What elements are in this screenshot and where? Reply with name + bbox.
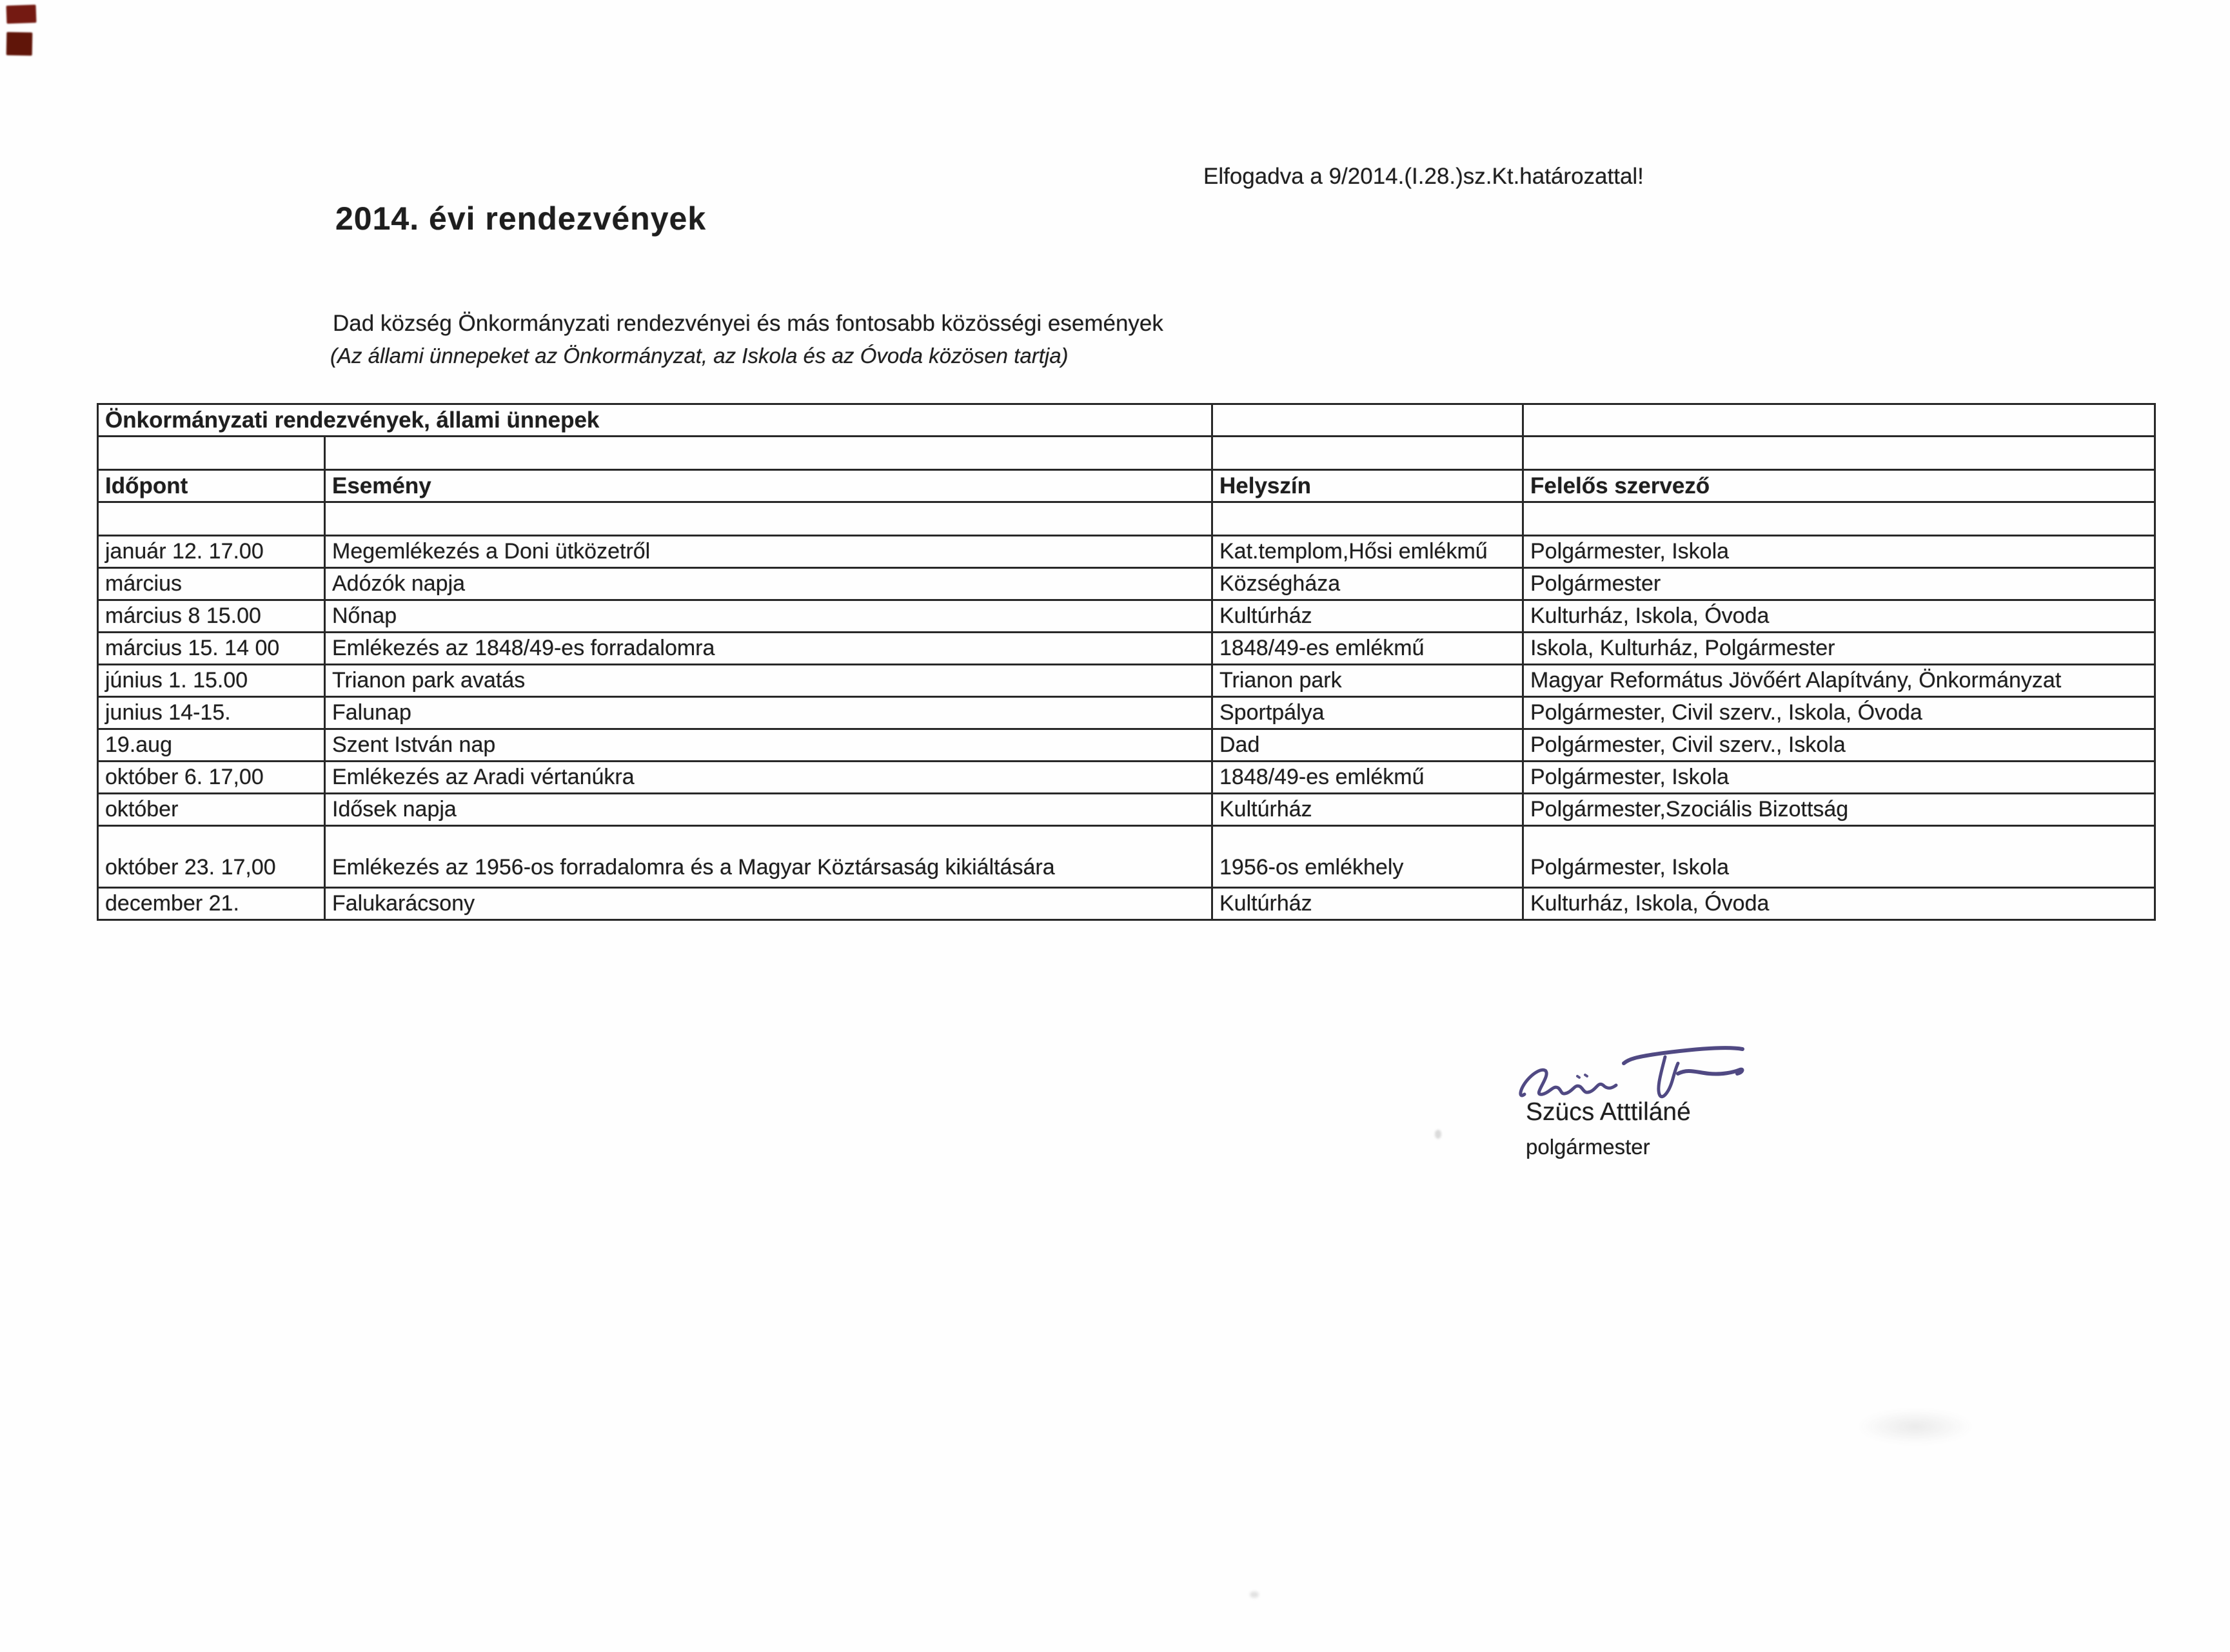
cell-felelos: Iskola, Kulturház, Polgármester (1523, 633, 2155, 665)
scan-noise-speck (1250, 1591, 1259, 1598)
spacer-row (98, 502, 2155, 536)
page-title: 2014. évi rendezvények (335, 201, 707, 237)
column-header-esemeny: Esemény (325, 470, 1212, 502)
cell-felelos: Magyar Református Jövőért Alapítvány, Önkormányzat (1523, 665, 2155, 697)
column-header-idopont: Időpont (98, 470, 325, 502)
cell-idopont: 19.aug (98, 729, 325, 762)
cell-helyszin: Kultúrház (1212, 888, 1523, 920)
scan-noise-smudge (1857, 1409, 1973, 1444)
table-row (98, 697, 2155, 729)
scan-artifact-mark (6, 32, 33, 56)
empty-cell (1212, 437, 1523, 470)
cell-esemeny: Nőnap (325, 600, 1212, 633)
cell-felelos: Polgármester (1523, 568, 2155, 600)
cell-felelos: Polgármester,Szociális Bizottság (1523, 794, 2155, 826)
group-header-cell: Önkormányzati rendezvények, állami ünnepek (98, 404, 1212, 437)
cell-felelos: Polgármester, Iskola (1523, 536, 2155, 568)
column-header-helyszin: Helyszín (1212, 470, 1523, 502)
cell-idopont: junius 14-15. (98, 697, 325, 729)
subtitle: Dad község Önkormányzati rendezvényei és más fontosabb közösségi események (333, 311, 1163, 336)
signature-role: polgármester (1526, 1135, 1650, 1159)
table-row (98, 762, 2155, 794)
cell-esemeny: Megemlékezés a Doni ütközetről (325, 536, 1212, 568)
column-header-felelos: Felelős szervező (1523, 470, 2155, 502)
empty-cell (98, 437, 325, 470)
cell-helyszin: 1848/49-es emlékmű (1212, 762, 1523, 794)
cell-helyszin: Kat.templom,Hősi emlékmű (1212, 536, 1523, 568)
empty-cell (325, 502, 1212, 536)
cell-felelos: Polgármester, Civil szerv., Iskola, Óvoda (1523, 697, 2155, 729)
cell-helyszin: Községháza (1212, 568, 1523, 600)
cell-felelos: Polgármester, Iskola (1523, 826, 2155, 888)
cell-helyszin: Sportpálya (1212, 697, 1523, 729)
cell-esemeny: Szent István nap (325, 729, 1212, 762)
table-row (98, 794, 2155, 826)
cell-felelos: Polgármester, Civil szerv., Iskola (1523, 729, 2155, 762)
table-row (98, 600, 2155, 633)
cell-felelos: Kulturház, Iskola, Óvoda (1523, 600, 2155, 633)
cell-idopont: október 6. 17,00 (98, 762, 325, 794)
cell-esemeny: Adózók napja (325, 568, 1212, 600)
empty-cell (1523, 502, 2155, 536)
table-row (98, 665, 2155, 697)
cell-helyszin: Dad (1212, 729, 1523, 762)
empty-cell (1523, 437, 2155, 470)
cell-idopont: október (98, 794, 325, 826)
subtitle-note: (Az állami ünnepeket az Önkormányzat, az Iskola és az Óvoda közösen tartja) (330, 344, 1069, 368)
cell-helyszin: Kultúrház (1212, 794, 1523, 826)
cell-idopont: március 15. 14 00 (98, 633, 325, 665)
cell-esemeny: Emlékezés az 1848/49-es forradalomra (325, 633, 1212, 665)
cell-idopont: június 1. 15.00 (98, 665, 325, 697)
events-table (97, 403, 2156, 921)
cell-helyszin: Kultúrház (1212, 600, 1523, 633)
cell-esemeny: Emlékezés az 1956-os forradalomra és a Magyar Köztársaság kikiáltására (325, 826, 1212, 888)
table-row (98, 729, 2155, 762)
cell-idopont: március (98, 568, 325, 600)
table-row (98, 888, 2155, 920)
cell-idopont: január 12. 17.00 (98, 536, 325, 568)
cell-esemeny: Idősek napja (325, 794, 1212, 826)
empty-cell (1212, 404, 1523, 437)
cell-idopont: október 23. 17,00 (98, 826, 325, 888)
table-row (98, 568, 2155, 600)
cell-idopont: december 21. (98, 888, 325, 920)
cell-helyszin: Trianon park (1212, 665, 1523, 697)
spacer-row (98, 437, 2155, 470)
cell-idopont: március 8 15.00 (98, 600, 325, 633)
cell-felelos: Kulturház, Iskola, Óvoda (1523, 888, 2155, 920)
cell-felelos: Polgármester, Iskola (1523, 762, 2155, 794)
cell-esemeny: Falukarácsony (325, 888, 1212, 920)
scan-artifact-mark (6, 5, 37, 24)
cell-esemeny: Trianon park avatás (325, 665, 1212, 697)
empty-cell (98, 502, 325, 536)
scan-noise-speck (1435, 1130, 1441, 1139)
cell-esemeny: Emlékezés az Aradi vértanúkra (325, 762, 1212, 794)
approval-note: Elfogadva a 9/2014.(I.28.)sz.Kt.határozattal! (1203, 164, 1644, 189)
table-row (98, 536, 2155, 568)
cell-helyszin: 1848/49-es emlékmű (1212, 633, 1523, 665)
cell-helyszin: 1956-os emlékhely (1212, 826, 1523, 888)
table-row (98, 633, 2155, 665)
column-header-row (98, 470, 2155, 502)
cell-esemeny: Falunap (325, 697, 1212, 729)
empty-cell (325, 437, 1212, 470)
group-header-row (98, 404, 2155, 437)
table-row-tall (98, 826, 2155, 888)
empty-cell (1523, 404, 2155, 437)
empty-cell (1212, 502, 1523, 536)
signature-name: Szücs Atttiláné (1526, 1098, 1691, 1126)
